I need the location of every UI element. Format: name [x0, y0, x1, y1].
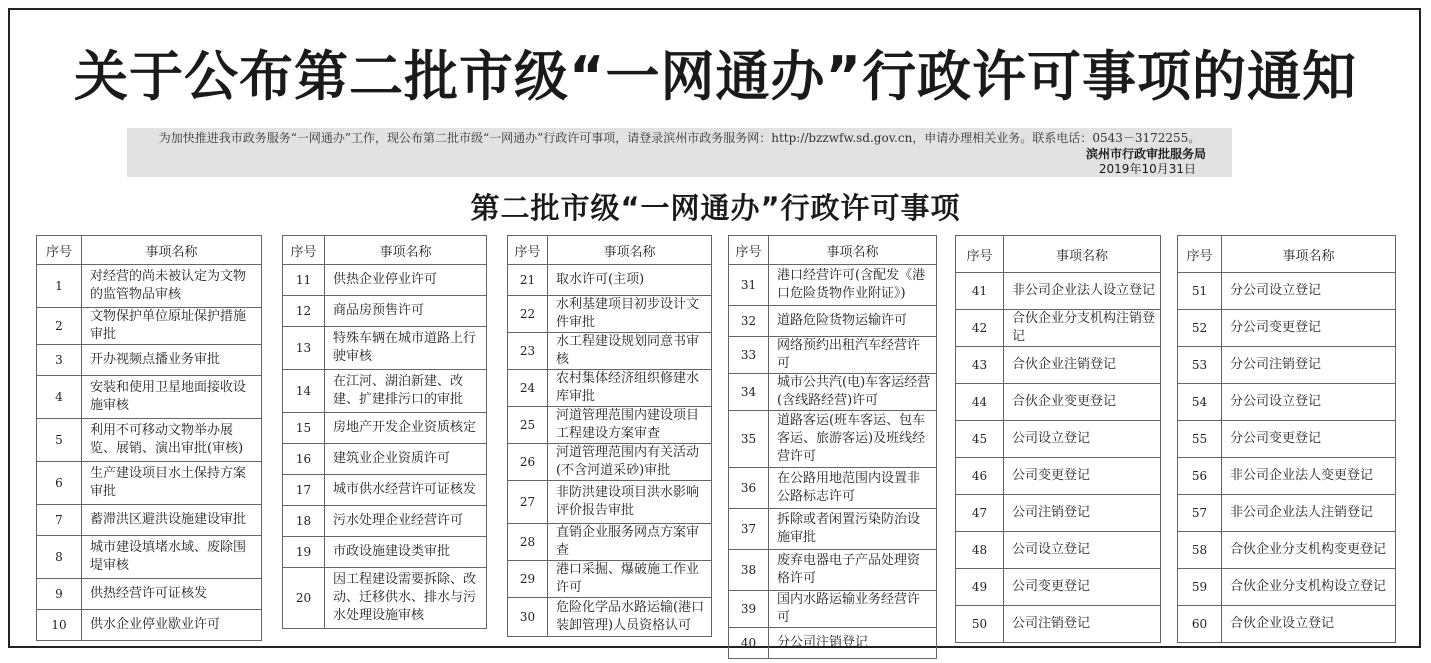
item-name: 商品房预售许可 — [325, 296, 487, 327]
table-row — [37, 376, 262, 419]
item-name: 取水许可(主项) — [548, 265, 712, 296]
table-row — [1178, 273, 1396, 310]
table-row — [1178, 495, 1396, 532]
table-header-row — [729, 236, 937, 265]
item-name: 道路危险货物运输许可 — [769, 306, 937, 337]
row-number: 15 — [283, 413, 325, 444]
items-table-3 — [507, 235, 712, 637]
column-header-name: 事项名称 — [82, 236, 262, 265]
table-header-row — [37, 236, 262, 265]
table-row — [729, 306, 937, 337]
item-name: 合伙企业分支机构注销登记 — [1004, 310, 1161, 347]
table-row — [729, 591, 937, 628]
item-name: 非防洪建设项目洪水影响评价报告审批 — [548, 481, 712, 524]
row-number: 53 — [1178, 347, 1222, 384]
item-name: 非公司企业法人设立登记 — [1004, 273, 1161, 310]
row-number: 39 — [729, 591, 769, 628]
table-row — [283, 537, 487, 568]
row-number: 37 — [729, 509, 769, 550]
item-name: 分公司变更登记 — [1222, 421, 1396, 458]
item-name: 直销企业服务网点方案审查 — [548, 524, 712, 561]
row-number: 34 — [729, 374, 769, 411]
item-name: 利用不可移动文物举办展览、展销、演出审批(审核) — [82, 419, 262, 462]
item-name: 公司设立登记 — [1004, 532, 1161, 569]
row-number: 22 — [508, 296, 548, 333]
item-name: 供热经营许可证核发 — [82, 579, 262, 610]
table-row — [1178, 458, 1396, 495]
item-name: 合伙企业分支机构变更登记 — [1222, 532, 1396, 569]
table-row — [37, 579, 262, 610]
item-name: 城市公共汽(电)车客运经营(含线路经营)许可 — [769, 374, 937, 411]
table-row — [956, 310, 1161, 347]
row-number: 54 — [1178, 384, 1222, 421]
table-row — [508, 561, 712, 598]
table-row — [37, 265, 262, 308]
row-number: 46 — [956, 458, 1004, 495]
items-table-2 — [282, 235, 487, 629]
item-name: 道路客运(班车客运、包车客运、旅游客运)及班线经营许可 — [769, 411, 937, 468]
item-name: 港口经营许可(含配发《港口危险货物作业附证》) — [769, 265, 937, 306]
table-row — [956, 273, 1161, 310]
issuer-name: 滨州市行政审批服务局 — [1085, 147, 1206, 161]
item-name: 分公司变更登记 — [1222, 310, 1396, 347]
items-table-1 — [36, 235, 262, 641]
table-row — [37, 345, 262, 376]
issue-date: 2019年10月31日 — [1098, 162, 1196, 176]
row-number: 59 — [1178, 569, 1222, 606]
row-number: 38 — [729, 550, 769, 591]
table-row — [1178, 310, 1396, 347]
table-row — [508, 370, 712, 407]
table-row — [283, 413, 487, 444]
item-name: 废弃电器电子产品处理资格许可 — [769, 550, 937, 591]
notice-box — [127, 128, 1232, 177]
item-name: 公司变更登记 — [1004, 569, 1161, 606]
table-row — [283, 265, 487, 296]
row-number: 36 — [729, 468, 769, 509]
row-number: 60 — [1178, 606, 1222, 643]
row-number: 3 — [37, 345, 82, 376]
table-row — [508, 407, 712, 444]
table-row — [37, 462, 262, 505]
row-number: 30 — [508, 598, 548, 637]
row-number: 8 — [37, 536, 82, 579]
section-title: 第二批市级“一网通办”行政许可事项 — [470, 191, 961, 225]
row-number: 40 — [729, 628, 769, 659]
item-name: 城市供水经营许可证核发 — [325, 475, 487, 506]
item-name: 分公司注销登记 — [769, 628, 937, 659]
item-name: 特殊车辆在城市道路上行驶审核 — [325, 327, 487, 370]
table-header-row — [1178, 236, 1396, 273]
page-title: 关于公布第二批市级“一网通办”行政许可事项的通知 — [74, 45, 1357, 108]
item-name: 在江河、湖泊新建、改建、扩建排污口的审批 — [325, 370, 487, 413]
items-table-4 — [728, 235, 937, 659]
items-table-6 — [1177, 235, 1396, 643]
row-number: 13 — [283, 327, 325, 370]
row-number: 28 — [508, 524, 548, 561]
table-row — [508, 598, 712, 637]
table-row — [37, 419, 262, 462]
table-row — [283, 296, 487, 327]
table-row — [508, 444, 712, 481]
table-row — [729, 265, 937, 306]
item-name: 供水企业停业歇业许可 — [82, 610, 262, 641]
table-row — [956, 384, 1161, 421]
row-number: 27 — [508, 481, 548, 524]
table-row — [1178, 347, 1396, 384]
column-header-name: 事项名称 — [548, 236, 712, 265]
row-number: 6 — [37, 462, 82, 505]
item-name: 水利基建项目初步设计文件审批 — [548, 296, 712, 333]
row-number: 9 — [37, 579, 82, 610]
table-row — [37, 536, 262, 579]
row-number: 43 — [956, 347, 1004, 384]
row-number: 5 — [37, 419, 82, 462]
row-number: 20 — [283, 568, 325, 629]
row-number: 2 — [37, 308, 82, 345]
item-name: 分公司设立登记 — [1222, 273, 1396, 310]
table-row — [729, 411, 937, 468]
item-name: 水工程建设规划同意书审核 — [548, 333, 712, 370]
table-row — [508, 481, 712, 524]
row-number: 19 — [283, 537, 325, 568]
table-row — [283, 444, 487, 475]
table-row — [37, 610, 262, 641]
column-header-name: 事项名称 — [1004, 236, 1161, 273]
item-name: 因工程建设需要拆除、改动、迁移供水、排水与污水处理设施审核 — [325, 568, 487, 629]
row-number: 4 — [37, 376, 82, 419]
notice-text: 为加快推进我市政务服务“一网通办”工作，现公布第二批市级“一网通办”行政许可事项，请登录滨州市政务服务网：http://bzzwfw.sd.gov.cn，申请办理相关业务。联系电话：0543－3172255。 — [158, 131, 1201, 145]
column-header-no: 序号 — [283, 236, 325, 265]
row-number: 35 — [729, 411, 769, 468]
item-name: 污水处理企业经营许可 — [325, 506, 487, 537]
row-number: 17 — [283, 475, 325, 506]
table-row — [37, 505, 262, 536]
column-header-no: 序号 — [956, 236, 1004, 273]
item-name: 公司设立登记 — [1004, 421, 1161, 458]
table-row — [1178, 384, 1396, 421]
column-header-no: 序号 — [508, 236, 548, 265]
row-number: 10 — [37, 610, 82, 641]
row-number: 11 — [283, 265, 325, 296]
table-row — [283, 327, 487, 370]
item-name: 港口采掘、爆破施工作业许可 — [548, 561, 712, 598]
item-name: 非公司企业法人注销登记 — [1222, 495, 1396, 532]
item-name: 农村集体经济组织修建水库审批 — [548, 370, 712, 407]
table-row — [283, 568, 487, 629]
table-row — [956, 347, 1161, 384]
items-table-5 — [955, 235, 1161, 643]
item-name: 公司注销登记 — [1004, 495, 1161, 532]
row-number: 33 — [729, 337, 769, 374]
table-row — [283, 370, 487, 413]
table-row — [508, 333, 712, 370]
item-name: 分公司注销登记 — [1222, 347, 1396, 384]
item-name: 分公司设立登记 — [1222, 384, 1396, 421]
item-name: 安装和使用卫星地面接收设施审核 — [82, 376, 262, 419]
row-number: 12 — [283, 296, 325, 327]
row-number: 7 — [37, 505, 82, 536]
table-header-row — [956, 236, 1161, 273]
row-number: 32 — [729, 306, 769, 337]
row-number: 52 — [1178, 310, 1222, 347]
row-number: 1 — [37, 265, 82, 308]
item-name: 合伙企业设立登记 — [1222, 606, 1396, 643]
column-header-no: 序号 — [729, 236, 769, 265]
table-row — [37, 308, 262, 345]
table-row — [283, 475, 487, 506]
table-row — [508, 296, 712, 333]
item-name: 国内水路运输业务经营许可 — [769, 591, 937, 628]
item-name: 供热企业停业许可 — [325, 265, 487, 296]
row-number: 29 — [508, 561, 548, 598]
table-row — [729, 374, 937, 411]
table-row — [1178, 532, 1396, 569]
column-header-name: 事项名称 — [769, 236, 937, 265]
row-number: 42 — [956, 310, 1004, 347]
table-header-row — [508, 236, 712, 265]
row-number: 24 — [508, 370, 548, 407]
item-name: 市政设施建设类审批 — [325, 537, 487, 568]
table-row — [508, 524, 712, 561]
row-number: 41 — [956, 273, 1004, 310]
table-row — [729, 550, 937, 591]
item-name: 生产建设项目水土保持方案审批 — [82, 462, 262, 505]
item-name: 在公路用地范围内设置非公路标志许可 — [769, 468, 937, 509]
item-name: 城市建设填堵水域、废除围堤审核 — [82, 536, 262, 579]
item-name: 房地产开发企业资质核定 — [325, 413, 487, 444]
row-number: 56 — [1178, 458, 1222, 495]
table-row — [729, 628, 937, 659]
table-row — [729, 468, 937, 509]
table-header-row — [283, 236, 487, 265]
row-number: 23 — [508, 333, 548, 370]
table-row — [956, 421, 1161, 458]
row-number: 14 — [283, 370, 325, 413]
table-row — [1178, 606, 1396, 643]
item-name: 公司注销登记 — [1004, 606, 1161, 643]
column-header-no: 序号 — [1178, 236, 1222, 273]
item-name: 危险化学品水路运输(港口装卸管理)人员资格认可 — [548, 598, 712, 637]
table-row — [956, 569, 1161, 606]
row-number: 47 — [956, 495, 1004, 532]
table-row — [1178, 421, 1396, 458]
item-name: 建筑业企业资质许可 — [325, 444, 487, 475]
item-name: 合伙企业注销登记 — [1004, 347, 1161, 384]
row-number: 25 — [508, 407, 548, 444]
row-number: 57 — [1178, 495, 1222, 532]
table-row — [283, 506, 487, 537]
table-row — [729, 509, 937, 550]
row-number: 51 — [1178, 273, 1222, 310]
row-number: 48 — [956, 532, 1004, 569]
row-number: 55 — [1178, 421, 1222, 458]
row-number: 31 — [729, 265, 769, 306]
table-row — [508, 265, 712, 296]
item-name: 蓄滞洪区避洪设施建设审批 — [82, 505, 262, 536]
item-name: 合伙企业分支机构设立登记 — [1222, 569, 1396, 606]
table-row — [956, 458, 1161, 495]
row-number: 26 — [508, 444, 548, 481]
column-header-no: 序号 — [37, 236, 82, 265]
row-number: 49 — [956, 569, 1004, 606]
table-row — [956, 532, 1161, 569]
item-name: 拆除或者闲置污染防治设施审批 — [769, 509, 937, 550]
row-number: 45 — [956, 421, 1004, 458]
row-number: 58 — [1178, 532, 1222, 569]
item-name: 开办视频点播业务审批 — [82, 345, 262, 376]
item-name: 河道管理范围内建设项目工程建设方案审查 — [548, 407, 712, 444]
item-name: 合伙企业变更登记 — [1004, 384, 1161, 421]
item-name: 对经营的尚未被认定为文物的监管物品审核 — [82, 265, 262, 308]
table-row — [1178, 569, 1396, 606]
table-row — [729, 337, 937, 374]
item-name: 河道管理范围内有关活动(不含河道采砂)审批 — [548, 444, 712, 481]
row-number: 21 — [508, 265, 548, 296]
item-name: 网络预约出租汽车经营许可 — [769, 337, 937, 374]
row-number: 44 — [956, 384, 1004, 421]
column-header-name: 事项名称 — [325, 236, 487, 265]
row-number: 18 — [283, 506, 325, 537]
column-header-name: 事项名称 — [1222, 236, 1396, 273]
item-name: 公司变更登记 — [1004, 458, 1161, 495]
table-row — [956, 495, 1161, 532]
row-number: 50 — [956, 606, 1004, 643]
item-name: 非公司企业法人变更登记 — [1222, 458, 1396, 495]
item-name: 文物保护单位原址保护措施审批 — [82, 308, 262, 345]
table-row — [956, 606, 1161, 643]
row-number: 16 — [283, 444, 325, 475]
